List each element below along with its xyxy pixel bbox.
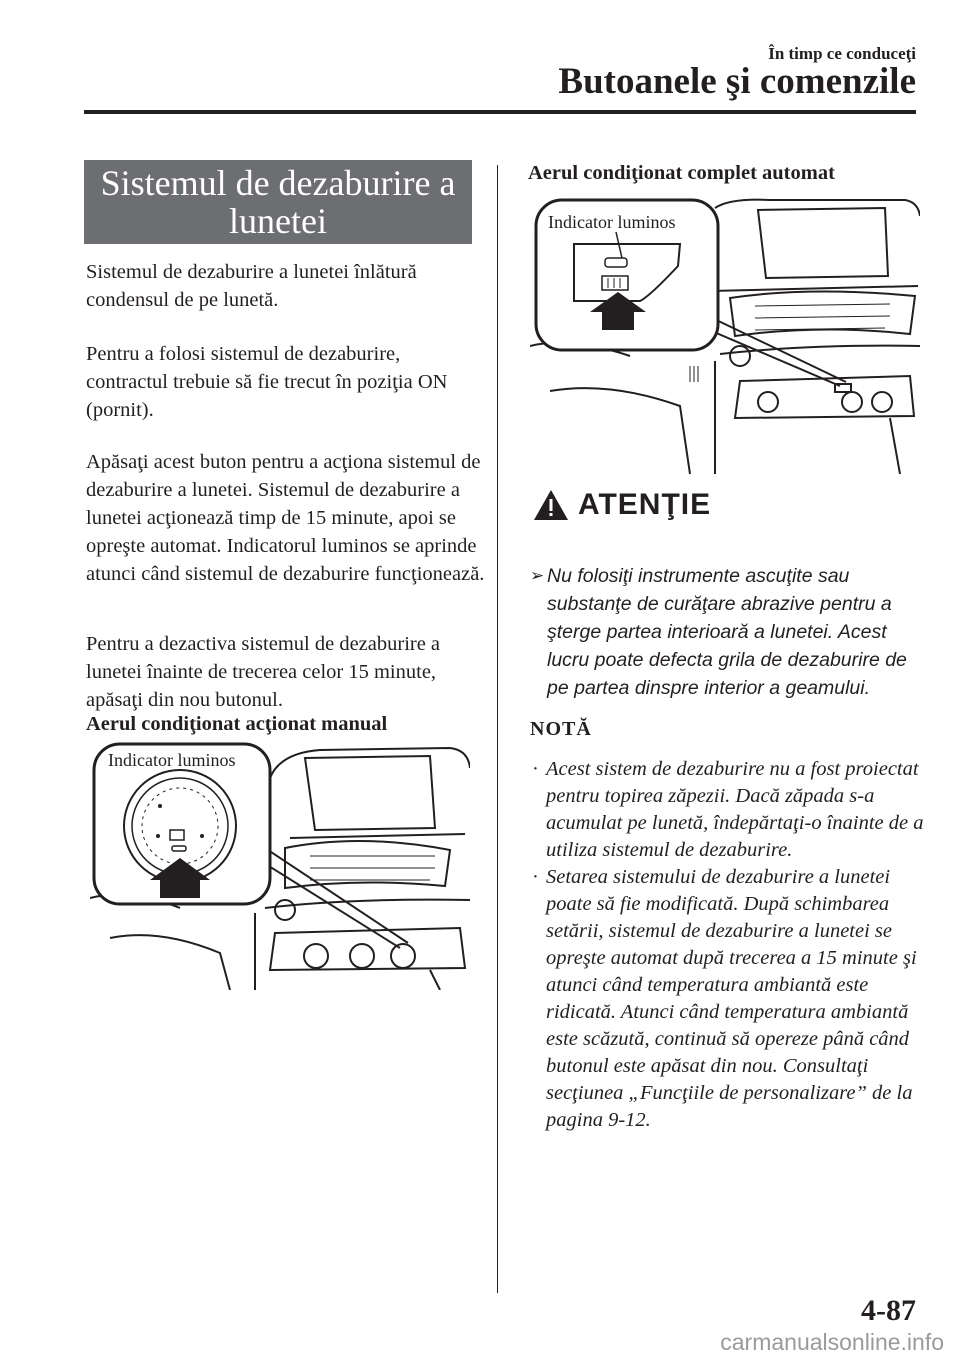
paragraph-operation: Apăsaţi acest buton pentru a acţiona sistemul de dezaburire a lunetei. Sistemul de dezaburire a lunetei acţionează timp de 15 minute, apoi se opreşte automat. Indicatorul luminos se aprinde atunci când sistemul de dezaburire funcţionează. [86, 451, 485, 585]
note-heading: NOTĂ [530, 718, 592, 740]
bullet-icon: · [532, 866, 539, 888]
warning-triangle-icon [532, 488, 570, 522]
note-item: · Setarea sistemului de dezaburire a lunetei poate să fie modificată. După schimbarea setării, sistemul de dezaburire a lunetei se opreşte automat după trecerea a 15 minute şi atunci când temperatura ambiantă este ridicată. Atunci când temperatura ambiantă este scăzută, continuă să opereze până când butonul este apăsat din nou. Consultaţi secţiunea „Funcţiile de personalizare” de la pagina 9-12. [532, 866, 917, 1131]
figure-auto-ac [530, 196, 920, 474]
warning-label: ATENŢIE [578, 488, 712, 521]
note-list [530, 756, 925, 1134]
warning-arrow-icon: ➢ [530, 566, 545, 585]
header-rule [84, 110, 916, 114]
warning-header [532, 488, 711, 522]
paragraph-ignition: Pentru a folosi sistemul de dezaburire, contractul trebuie să fie trecut în poziţia ON (pornit). [86, 343, 448, 421]
page-number: 4-87 [861, 1294, 916, 1327]
bullet-icon: · [532, 758, 539, 780]
column-divider [497, 165, 498, 1293]
watermark: carmanualsonline.info [720, 1329, 944, 1355]
warning-text: ➢ Nu folosiţi instrumente ascuţite sau substanţe de curăţare abrazive pentru a şterge partea interioară a lunetei. Acest lucru poate defecta grila de dezaburire de pe partea dinspre interior a geamului. [530, 562, 920, 702]
note-item: · Acest sistem de dezaburire nu a fost proiectat pentru topirea zăpezii. Dacă zăpada s-a acumulat pe lunetă, îndepărtaţi-o înainte de a utiliza sistemul de dezaburire. [532, 758, 924, 861]
section-title: Sistemul de dezaburire a lunetei [84, 160, 472, 244]
chapter-header: În timp ce conduceţi [768, 44, 916, 63]
paragraph-deactivate: Pentru a dezactiva sistemul de dezaburire a lunetei înainte de trecerea celor 15 minute, apăsaţi din nou butonul. [86, 633, 441, 711]
auto-ac-heading: Aerul condiţionat complet automat [528, 162, 835, 184]
figure-manual-ac [90, 738, 470, 990]
section-header-title: Butoanele şi comenzile [558, 61, 916, 102]
paragraph-intro: Sistemul de dezaburire a lunetei înlătură condensul de pe lunetă. [86, 261, 417, 311]
figure-label-manual: Indicator luminos [108, 750, 236, 770]
manual-ac-heading: Aerul condiţionat acţionat manual [86, 713, 388, 735]
figure-label-auto: Indicator luminos [548, 212, 676, 232]
